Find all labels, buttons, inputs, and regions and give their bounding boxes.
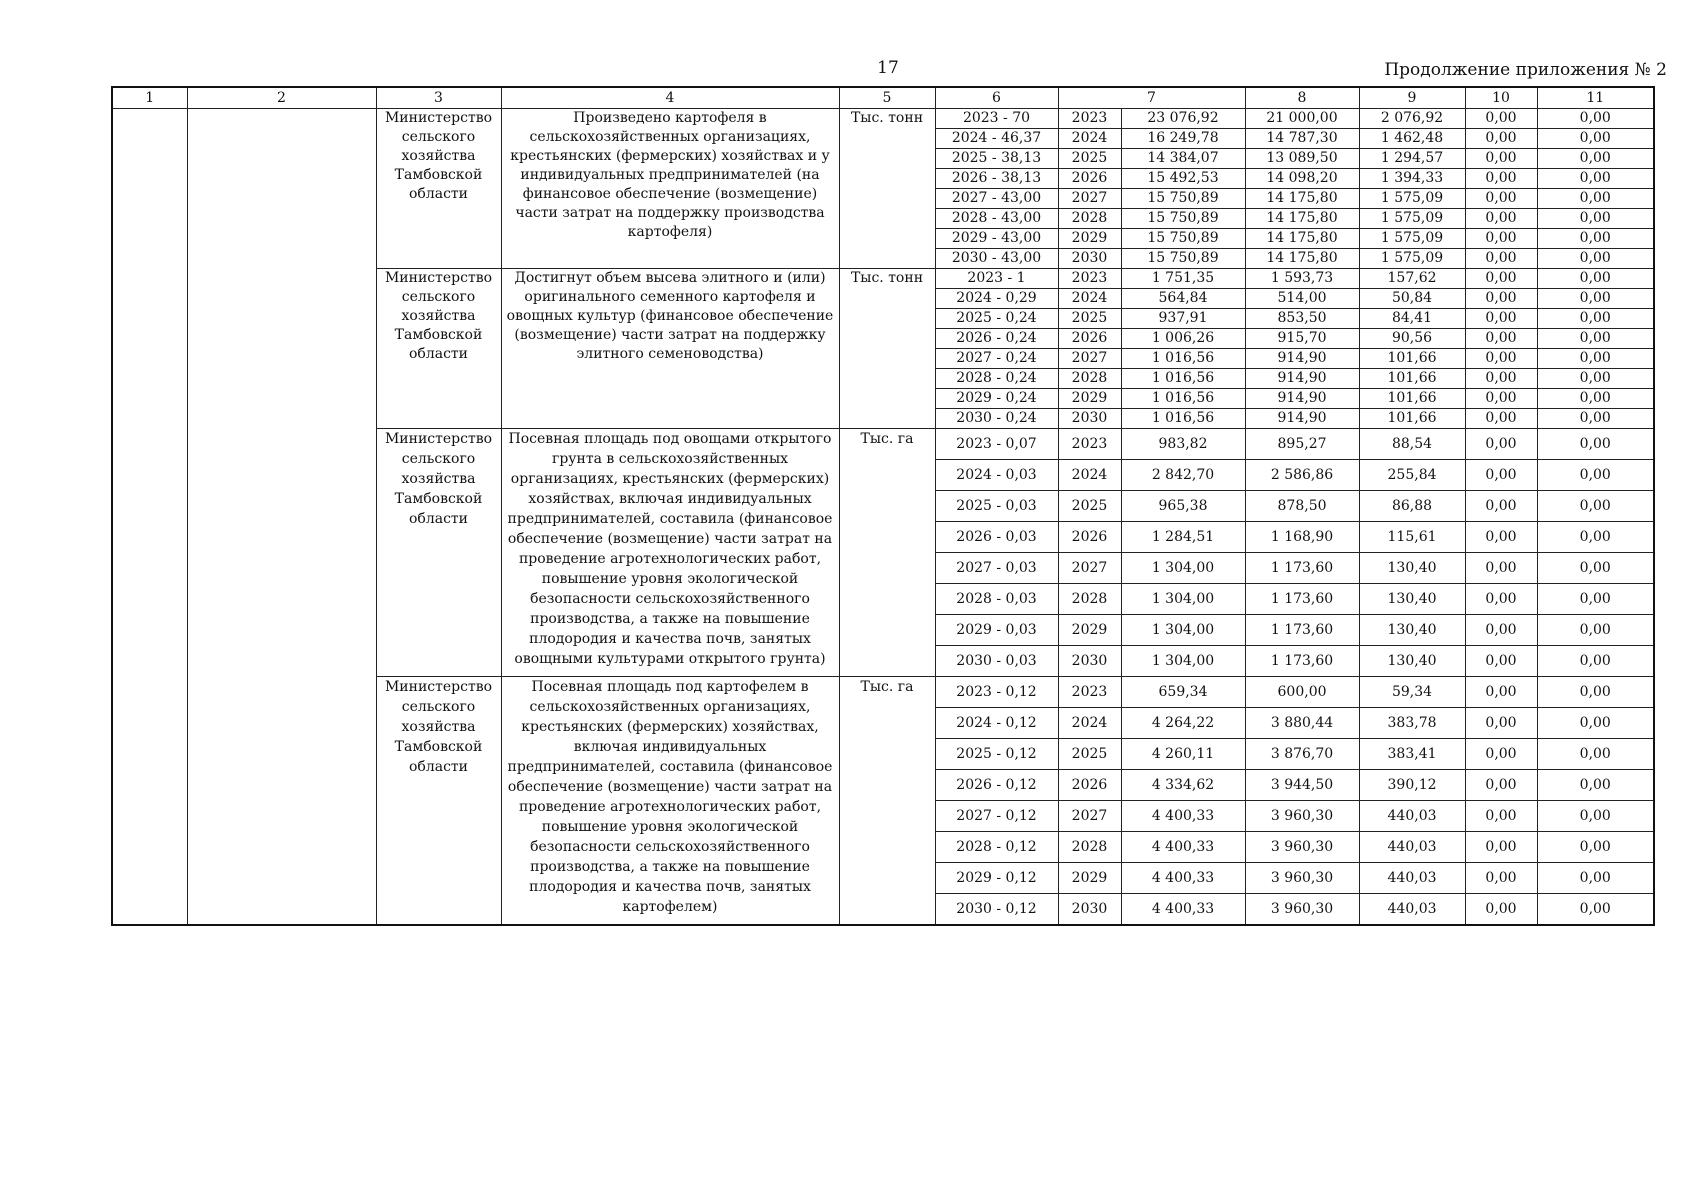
total-cell: 1 016,56 (1121, 369, 1245, 389)
target-cell: 2027 - 0,12 (935, 801, 1058, 832)
description-cell: Произведено картофеля в сельскохозяйственных организациях, крестьянских (фермерских) хозяйствах и у индивидуальных предпринимателей (на финансовое обеспечение (возмещение) части затрат на поддержку производства картофеля) (501, 109, 839, 269)
col8-cell: 14 175,80 (1245, 249, 1359, 269)
year-cell: 2025 (1058, 149, 1121, 169)
col1-cell (112, 109, 187, 926)
target-cell: 2028 - 43,00 (935, 209, 1058, 229)
year-cell: 2030 (1058, 646, 1121, 677)
col8-cell: 2 586,86 (1245, 460, 1359, 491)
total-cell: 15 750,89 (1121, 229, 1245, 249)
col11-cell: 0,00 (1537, 863, 1654, 894)
header-cell: 2 (187, 87, 376, 109)
col9-cell: 101,66 (1359, 389, 1465, 409)
year-cell: 2029 (1058, 863, 1121, 894)
col11-cell: 0,00 (1537, 109, 1654, 129)
col8-cell: 14 175,80 (1245, 209, 1359, 229)
year-cell: 2023 (1058, 109, 1121, 129)
col9-cell: 440,03 (1359, 894, 1465, 926)
col10-cell: 0,00 (1465, 369, 1537, 389)
col9-cell: 157,62 (1359, 269, 1465, 289)
col8-cell: 3 876,70 (1245, 739, 1359, 770)
total-cell: 1 016,56 (1121, 409, 1245, 429)
col11-cell: 0,00 (1537, 677, 1654, 708)
col9-cell: 383,78 (1359, 708, 1465, 739)
col8-cell: 878,50 (1245, 491, 1359, 522)
col9-cell: 440,03 (1359, 863, 1465, 894)
col9-cell: 115,61 (1359, 522, 1465, 553)
header-cell: 6 (935, 87, 1058, 109)
col8-cell: 514,00 (1245, 289, 1359, 309)
total-cell: 16 249,78 (1121, 129, 1245, 149)
col9-cell: 90,56 (1359, 329, 1465, 349)
col10-cell: 0,00 (1465, 584, 1537, 615)
col8-cell: 3 960,30 (1245, 863, 1359, 894)
col9-cell: 2 076,92 (1359, 109, 1465, 129)
col9-cell: 1 575,09 (1359, 209, 1465, 229)
description-cell: Достигнут объем высева элитного и (или) оригинального семенного картофеля и овощных культур (финансовое обеспечение (возмещение) части затрат на поддержку элитного семеноводства) (501, 269, 839, 429)
col8-cell: 14 175,80 (1245, 189, 1359, 209)
total-cell: 23 076,92 (1121, 109, 1245, 129)
col9-cell: 440,03 (1359, 832, 1465, 863)
col8-cell: 895,27 (1245, 429, 1359, 460)
col11-cell: 0,00 (1537, 894, 1654, 926)
target-cell: 2029 - 43,00 (935, 229, 1058, 249)
col10-cell: 0,00 (1465, 389, 1537, 409)
year-cell: 2028 (1058, 832, 1121, 863)
description-cell: Посевная площадь под овощами открытого грунта в сельскохозяйственных организациях, крестьянских (фермерских) хозяйствах, включая индивидуальных предпринимателей, составила (финансовое обеспечение (возмещение) части затрат на проведение агротехнологических работ, повышение уровня экологической безопасности сельскохозяйственного производства, а также на повышение плодородия и качества почв, занятых овощными культурами открытого грунта) (501, 429, 839, 677)
col9-cell: 1 294,57 (1359, 149, 1465, 169)
col10-cell: 0,00 (1465, 646, 1537, 677)
total-cell: 1 016,56 (1121, 349, 1245, 369)
header-cell: 10 (1465, 87, 1537, 109)
total-cell: 1 304,00 (1121, 615, 1245, 646)
col8-cell: 21 000,00 (1245, 109, 1359, 129)
col11-cell: 0,00 (1537, 522, 1654, 553)
col11-cell: 0,00 (1537, 349, 1654, 369)
year-cell: 2027 (1058, 801, 1121, 832)
year-cell: 2023 (1058, 429, 1121, 460)
col8-cell: 1 168,90 (1245, 522, 1359, 553)
year-cell: 2025 (1058, 739, 1121, 770)
col11-cell: 0,00 (1537, 615, 1654, 646)
col8-cell: 14 787,30 (1245, 129, 1359, 149)
unit-cell: Тыс. тонн (839, 269, 935, 429)
target-cell: 2027 - 43,00 (935, 189, 1058, 209)
col11-cell: 0,00 (1537, 460, 1654, 491)
total-cell: 4 400,33 (1121, 832, 1245, 863)
year-cell: 2024 (1058, 460, 1121, 491)
col10-cell: 0,00 (1465, 863, 1537, 894)
header-cell: 7 (1058, 87, 1245, 109)
col8-cell: 13 089,50 (1245, 149, 1359, 169)
col11-cell: 0,00 (1537, 309, 1654, 329)
target-cell: 2028 - 0,03 (935, 584, 1058, 615)
col9-cell: 440,03 (1359, 801, 1465, 832)
col10-cell: 0,00 (1465, 801, 1537, 832)
total-cell: 1 304,00 (1121, 553, 1245, 584)
page-number: 17 (877, 58, 899, 78)
total-cell: 4 260,11 (1121, 739, 1245, 770)
total-cell: 1 304,00 (1121, 646, 1245, 677)
col11-cell: 0,00 (1537, 389, 1654, 409)
col11-cell: 0,00 (1537, 129, 1654, 149)
target-cell: 2030 - 0,12 (935, 894, 1058, 926)
header-cell: 11 (1537, 87, 1654, 109)
target-cell: 2030 - 0,03 (935, 646, 1058, 677)
col10-cell: 0,00 (1465, 329, 1537, 349)
total-cell: 937,91 (1121, 309, 1245, 329)
total-cell: 15 750,89 (1121, 249, 1245, 269)
col9-cell: 59,34 (1359, 677, 1465, 708)
col9-cell: 1 575,09 (1359, 229, 1465, 249)
col11-cell: 0,00 (1537, 801, 1654, 832)
year-cell: 2029 (1058, 389, 1121, 409)
year-cell: 2028 (1058, 209, 1121, 229)
col11-cell: 0,00 (1537, 491, 1654, 522)
col9-cell: 1 575,09 (1359, 189, 1465, 209)
total-cell: 14 384,07 (1121, 149, 1245, 169)
header-cell: 9 (1359, 87, 1465, 109)
table-row (112, 109, 1654, 129)
total-cell: 1 016,56 (1121, 389, 1245, 409)
year-cell: 2030 (1058, 409, 1121, 429)
total-cell: 4 400,33 (1121, 894, 1245, 926)
target-cell: 2025 - 0,24 (935, 309, 1058, 329)
col10-cell: 0,00 (1465, 770, 1537, 801)
total-cell: 1 304,00 (1121, 584, 1245, 615)
col11-cell: 0,00 (1537, 229, 1654, 249)
target-cell: 2025 - 38,13 (935, 149, 1058, 169)
col10-cell: 0,00 (1465, 249, 1537, 269)
col8-cell: 1 593,73 (1245, 269, 1359, 289)
col8-cell: 1 173,60 (1245, 615, 1359, 646)
year-cell: 2028 (1058, 369, 1121, 389)
target-cell: 2023 - 0,07 (935, 429, 1058, 460)
total-cell: 4 264,22 (1121, 708, 1245, 739)
target-cell: 2026 - 0,03 (935, 522, 1058, 553)
total-cell: 4 334,62 (1121, 770, 1245, 801)
col10-cell: 0,00 (1465, 460, 1537, 491)
col10-cell: 0,00 (1465, 309, 1537, 329)
year-cell: 2026 (1058, 522, 1121, 553)
ministry-cell: Министерство сельского хозяйства Тамбовской области (376, 269, 501, 429)
year-cell: 2023 (1058, 269, 1121, 289)
col10-cell: 0,00 (1465, 677, 1537, 708)
col11-cell: 0,00 (1537, 169, 1654, 189)
target-cell: 2023 - 0,12 (935, 677, 1058, 708)
col8-cell: 14 175,80 (1245, 229, 1359, 249)
year-cell: 2027 (1058, 553, 1121, 584)
col11-cell: 0,00 (1537, 249, 1654, 269)
year-cell: 2026 (1058, 169, 1121, 189)
unit-cell: Тыс. га (839, 429, 935, 677)
col9-cell: 84,41 (1359, 309, 1465, 329)
col11-cell: 0,00 (1537, 269, 1654, 289)
col9-cell: 390,12 (1359, 770, 1465, 801)
year-cell: 2029 (1058, 615, 1121, 646)
col8-cell: 1 173,60 (1245, 646, 1359, 677)
target-cell: 2027 - 0,03 (935, 553, 1058, 584)
target-cell: 2025 - 0,12 (935, 739, 1058, 770)
target-cell: 2027 - 0,24 (935, 349, 1058, 369)
col11-cell: 0,00 (1537, 289, 1654, 309)
target-cell: 2029 - 0,24 (935, 389, 1058, 409)
target-cell: 2030 - 43,00 (935, 249, 1058, 269)
col10-cell: 0,00 (1465, 522, 1537, 553)
col10-cell: 0,00 (1465, 209, 1537, 229)
col8-cell: 1 173,60 (1245, 553, 1359, 584)
col9-cell: 130,40 (1359, 615, 1465, 646)
col11-cell: 0,00 (1537, 409, 1654, 429)
ministry-cell: Министерство сельского хозяйства Тамбовской области (376, 429, 501, 677)
header-cell: 1 (112, 87, 187, 109)
col10-cell: 0,00 (1465, 491, 1537, 522)
col8-cell: 853,50 (1245, 309, 1359, 329)
col11-cell: 0,00 (1537, 832, 1654, 863)
col9-cell: 383,41 (1359, 739, 1465, 770)
col10-cell: 0,00 (1465, 832, 1537, 863)
col8-cell: 3 880,44 (1245, 708, 1359, 739)
total-cell: 1 751,35 (1121, 269, 1245, 289)
total-cell: 1 006,26 (1121, 329, 1245, 349)
col8-cell: 914,90 (1245, 369, 1359, 389)
year-cell: 2029 (1058, 229, 1121, 249)
col10-cell: 0,00 (1465, 615, 1537, 646)
total-cell: 15 750,89 (1121, 209, 1245, 229)
col10-cell: 0,00 (1465, 708, 1537, 739)
col9-cell: 50,84 (1359, 289, 1465, 309)
target-cell: 2024 - 0,29 (935, 289, 1058, 309)
year-cell: 2028 (1058, 584, 1121, 615)
col11-cell: 0,00 (1537, 189, 1654, 209)
col8-cell: 914,90 (1245, 389, 1359, 409)
target-cell: 2028 - 0,12 (935, 832, 1058, 863)
header-cell: 5 (839, 87, 935, 109)
total-cell: 4 400,33 (1121, 863, 1245, 894)
unit-cell: Тыс. га (839, 677, 935, 926)
continuation-label: Продолжение приложения № 2 (1384, 60, 1667, 80)
data-table (111, 86, 1655, 926)
col8-cell: 3 944,50 (1245, 770, 1359, 801)
col8-cell: 600,00 (1245, 677, 1359, 708)
ministry-cell: Министерство сельского хозяйства Тамбовской области (376, 109, 501, 269)
col10-cell: 0,00 (1465, 269, 1537, 289)
total-cell: 983,82 (1121, 429, 1245, 460)
header-cell: 4 (501, 87, 839, 109)
col11-cell: 0,00 (1537, 739, 1654, 770)
target-cell: 2023 - 70 (935, 109, 1058, 129)
col11-cell: 0,00 (1537, 646, 1654, 677)
col10-cell: 0,00 (1465, 894, 1537, 926)
col11-cell: 0,00 (1537, 369, 1654, 389)
target-cell: 2024 - 46,37 (935, 129, 1058, 149)
header-cell: 3 (376, 87, 501, 109)
col8-cell: 3 960,30 (1245, 832, 1359, 863)
col8-cell: 1 173,60 (1245, 584, 1359, 615)
col8-cell: 3 960,30 (1245, 801, 1359, 832)
col9-cell: 130,40 (1359, 584, 1465, 615)
total-cell: 965,38 (1121, 491, 1245, 522)
year-cell: 2030 (1058, 894, 1121, 926)
col11-cell: 0,00 (1537, 209, 1654, 229)
target-cell: 2028 - 0,24 (935, 369, 1058, 389)
col8-cell: 14 098,20 (1245, 169, 1359, 189)
col9-cell: 86,88 (1359, 491, 1465, 522)
year-cell: 2027 (1058, 189, 1121, 209)
col9-cell: 255,84 (1359, 460, 1465, 491)
col10-cell: 0,00 (1465, 409, 1537, 429)
unit-cell: Тыс. тонн (839, 109, 935, 269)
target-cell: 2024 - 0,12 (935, 708, 1058, 739)
year-cell: 2025 (1058, 309, 1121, 329)
col10-cell: 0,00 (1465, 109, 1537, 129)
col11-cell: 0,00 (1537, 708, 1654, 739)
col9-cell: 130,40 (1359, 553, 1465, 584)
total-cell: 4 400,33 (1121, 801, 1245, 832)
target-cell: 2026 - 38,13 (935, 169, 1058, 189)
col10-cell: 0,00 (1465, 149, 1537, 169)
col11-cell: 0,00 (1537, 553, 1654, 584)
col9-cell: 101,66 (1359, 349, 1465, 369)
total-cell: 15 750,89 (1121, 189, 1245, 209)
header-row (112, 87, 1654, 109)
col9-cell: 1 462,48 (1359, 129, 1465, 149)
col10-cell: 0,00 (1465, 189, 1537, 209)
col10-cell: 0,00 (1465, 349, 1537, 369)
target-cell: 2023 - 1 (935, 269, 1058, 289)
col8-cell: 3 960,30 (1245, 894, 1359, 926)
description-cell: Посевная площадь под картофелем в сельскохозяйственных организациях, крестьянских (фермерских) хозяйствах, включая индивидуальных предпринимателей, составила (финансовое обеспечение (возмещение) части затрат на проведение агротехнологических работ, повышение уровня экологической безопасности сельскохозяйственного производства, а также на повышение плодородия и качества почв, занятых картофелем) (501, 677, 839, 926)
col10-cell: 0,00 (1465, 229, 1537, 249)
col11-cell: 0,00 (1537, 770, 1654, 801)
col11-cell: 0,00 (1537, 149, 1654, 169)
year-cell: 2025 (1058, 491, 1121, 522)
total-cell: 659,34 (1121, 677, 1245, 708)
year-cell: 2027 (1058, 349, 1121, 369)
col8-cell: 914,90 (1245, 349, 1359, 369)
col9-cell: 101,66 (1359, 369, 1465, 389)
year-cell: 2024 (1058, 708, 1121, 739)
total-cell: 2 842,70 (1121, 460, 1245, 491)
col9-cell: 1 394,33 (1359, 169, 1465, 189)
target-cell: 2026 - 0,24 (935, 329, 1058, 349)
col11-cell: 0,00 (1537, 429, 1654, 460)
header-cell: 8 (1245, 87, 1359, 109)
target-cell: 2025 - 0,03 (935, 491, 1058, 522)
col10-cell: 0,00 (1465, 129, 1537, 149)
col10-cell: 0,00 (1465, 553, 1537, 584)
col9-cell: 101,66 (1359, 409, 1465, 429)
target-cell: 2029 - 0,03 (935, 615, 1058, 646)
target-cell: 2030 - 0,24 (935, 409, 1058, 429)
target-cell: 2026 - 0,12 (935, 770, 1058, 801)
col2-cell (187, 109, 376, 926)
col10-cell: 0,00 (1465, 739, 1537, 770)
year-cell: 2026 (1058, 770, 1121, 801)
year-cell: 2024 (1058, 289, 1121, 309)
year-cell: 2023 (1058, 677, 1121, 708)
target-cell: 2029 - 0,12 (935, 863, 1058, 894)
year-cell: 2024 (1058, 129, 1121, 149)
col8-cell: 915,70 (1245, 329, 1359, 349)
col9-cell: 88,54 (1359, 429, 1465, 460)
col10-cell: 0,00 (1465, 289, 1537, 309)
col11-cell: 0,00 (1537, 584, 1654, 615)
col9-cell: 130,40 (1359, 646, 1465, 677)
year-cell: 2026 (1058, 329, 1121, 349)
ministry-cell: Министерство сельского хозяйства Тамбовской области (376, 677, 501, 926)
col10-cell: 0,00 (1465, 429, 1537, 460)
target-cell: 2024 - 0,03 (935, 460, 1058, 491)
col8-cell: 914,90 (1245, 409, 1359, 429)
col9-cell: 1 575,09 (1359, 249, 1465, 269)
total-cell: 15 492,53 (1121, 169, 1245, 189)
total-cell: 564,84 (1121, 289, 1245, 309)
total-cell: 1 284,51 (1121, 522, 1245, 553)
col11-cell: 0,00 (1537, 329, 1654, 349)
year-cell: 2030 (1058, 249, 1121, 269)
col10-cell: 0,00 (1465, 169, 1537, 189)
